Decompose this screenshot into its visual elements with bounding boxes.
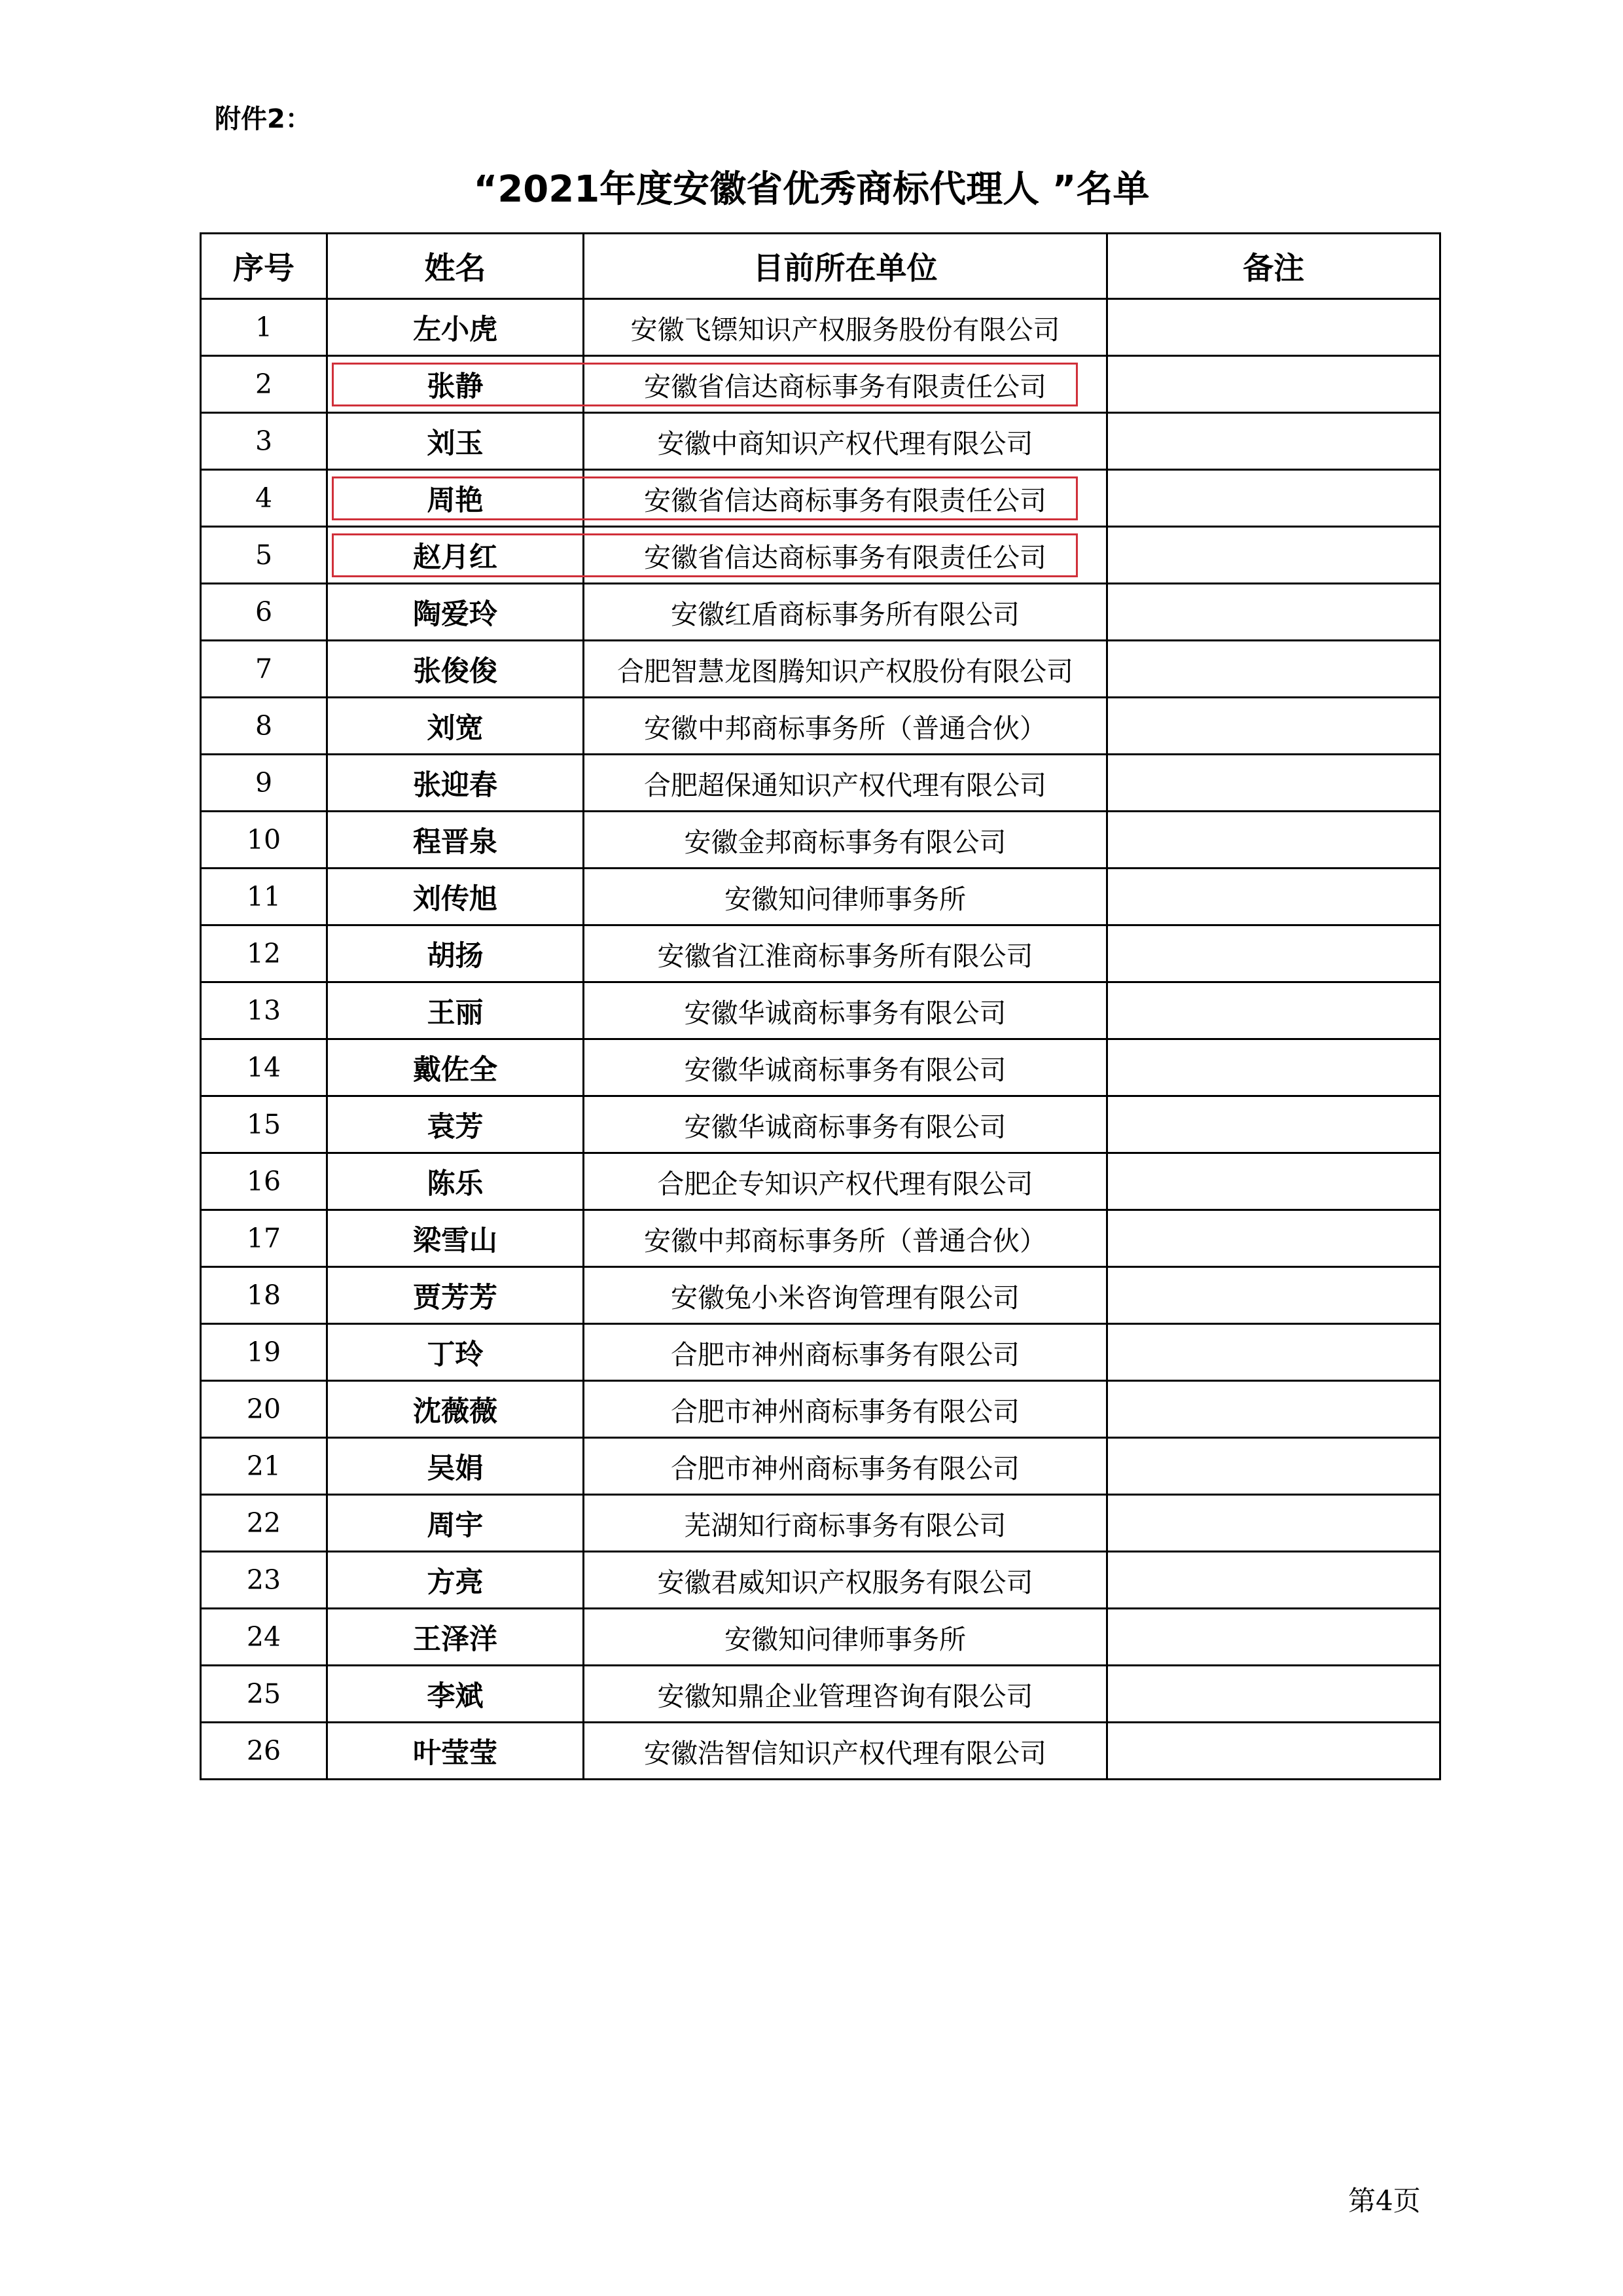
serial-cell: 15 <box>201 1096 327 1153</box>
name-cell: 刘宽 <box>327 698 584 755</box>
unit-cell: 合肥市神州商标事务有限公司 <box>584 1438 1107 1495</box>
table-row <box>201 1723 1440 1780</box>
note-cell <box>1107 1096 1440 1153</box>
unit-cell: 安徽飞镖知识产权服务股份有限公司 <box>584 299 1107 356</box>
note-cell <box>1107 869 1440 925</box>
note-cell <box>1107 413 1440 470</box>
table-row <box>201 1039 1440 1096</box>
serial-cell: 22 <box>201 1495 327 1552</box>
name-cell: 梁雪山 <box>327 1210 584 1267</box>
unit-cell: 合肥市神州商标事务有限公司 <box>584 1381 1107 1438</box>
serial-cell: 14 <box>201 1039 327 1096</box>
table-row <box>201 812 1440 869</box>
table-body <box>201 299 1440 1780</box>
serial-cell: 23 <box>201 1552 327 1609</box>
unit-cell: 安徽君威知识产权服务有限公司 <box>584 1552 1107 1609</box>
table-row <box>201 356 1440 413</box>
table-row <box>201 1552 1440 1609</box>
serial-cell: 24 <box>201 1609 327 1666</box>
serial-cell: 19 <box>201 1324 327 1381</box>
header-unit: 目前所在单位 <box>584 234 1107 299</box>
note-cell <box>1107 1438 1440 1495</box>
page-number: 第4页 <box>1348 2185 1421 2217</box>
unit-cell: 合肥企专知识产权代理有限公司 <box>584 1153 1107 1210</box>
unit-cell: 安徽省信达商标事务有限责任公司 <box>584 527 1107 584</box>
name-cell: 胡扬 <box>327 925 584 982</box>
note-cell <box>1107 1039 1440 1096</box>
unit-cell: 安徽中邦商标事务所（普通合伙） <box>584 1210 1107 1267</box>
table-row <box>201 1438 1440 1495</box>
serial-cell: 26 <box>201 1723 327 1780</box>
note-cell <box>1107 641 1440 698</box>
unit-cell: 安徽省信达商标事务有限责任公司 <box>584 356 1107 413</box>
note-cell <box>1107 1666 1440 1723</box>
note-cell <box>1107 1267 1440 1324</box>
serial-cell: 1 <box>201 299 327 356</box>
note-cell <box>1107 1723 1440 1780</box>
name-cell: 王丽 <box>327 982 584 1039</box>
unit-cell: 合肥智慧龙图腾知识产权股份有限公司 <box>584 641 1107 698</box>
serial-cell: 7 <box>201 641 327 698</box>
serial-cell: 10 <box>201 812 327 869</box>
note-cell <box>1107 1324 1440 1381</box>
note-cell <box>1107 1381 1440 1438</box>
unit-cell: 合肥超保通知识产权代理有限公司 <box>584 755 1107 812</box>
name-cell: 刘传旭 <box>327 869 584 925</box>
name-cell: 贾芳芳 <box>327 1267 584 1324</box>
name-cell: 陶爱玲 <box>327 584 584 641</box>
serial-cell: 17 <box>201 1210 327 1267</box>
name-cell: 方亮 <box>327 1552 584 1609</box>
name-cell: 程晋泉 <box>327 812 584 869</box>
serial-cell: 3 <box>201 413 327 470</box>
unit-cell: 安徽知鼎企业管理咨询有限公司 <box>584 1666 1107 1723</box>
table-row <box>201 470 1440 527</box>
serial-cell: 12 <box>201 925 327 982</box>
table-row <box>201 1495 1440 1552</box>
note-cell <box>1107 812 1440 869</box>
note-cell <box>1107 1153 1440 1210</box>
header-serial: 序号 <box>201 234 327 299</box>
table-header-row <box>201 234 1440 299</box>
unit-cell: 安徽华诚商标事务有限公司 <box>584 1039 1107 1096</box>
serial-cell: 5 <box>201 527 327 584</box>
table-row <box>201 1381 1440 1438</box>
document-title: “2021年度安徽省优秀商标代理人 ”名单 <box>473 168 1150 211</box>
unit-cell: 安徽金邦商标事务有限公司 <box>584 812 1107 869</box>
note-cell <box>1107 1609 1440 1666</box>
serial-cell: 13 <box>201 982 327 1039</box>
name-cell: 周宇 <box>327 1495 584 1552</box>
serial-cell: 25 <box>201 1666 327 1723</box>
table-row <box>201 527 1440 584</box>
name-cell: 张静 <box>327 356 584 413</box>
note-cell <box>1107 1495 1440 1552</box>
serial-cell: 4 <box>201 470 327 527</box>
name-cell: 王泽洋 <box>327 1609 584 1666</box>
header-name: 姓名 <box>327 234 584 299</box>
table-row <box>201 1324 1440 1381</box>
note-cell <box>1107 470 1440 527</box>
table-row <box>201 584 1440 641</box>
table-row <box>201 641 1440 698</box>
serial-cell: 8 <box>201 698 327 755</box>
unit-cell: 安徽中邦商标事务所（普通合伙） <box>584 698 1107 755</box>
unit-cell: 安徽知问律师事务所 <box>584 869 1107 925</box>
note-cell <box>1107 584 1440 641</box>
unit-cell: 芜湖知行商标事务有限公司 <box>584 1495 1107 1552</box>
name-cell: 张迎春 <box>327 755 584 812</box>
note-cell <box>1107 299 1440 356</box>
name-cell: 张俊俊 <box>327 641 584 698</box>
table-row <box>201 982 1440 1039</box>
note-cell <box>1107 982 1440 1039</box>
table-row <box>201 1210 1440 1267</box>
table-row <box>201 1666 1440 1723</box>
name-cell: 周艳 <box>327 470 584 527</box>
attachment-label: 附件2： <box>215 104 312 134</box>
serial-cell: 21 <box>201 1438 327 1495</box>
unit-cell: 合肥市神州商标事务有限公司 <box>584 1324 1107 1381</box>
name-cell: 袁芳 <box>327 1096 584 1153</box>
unit-cell: 安徽浩智信知识产权代理有限公司 <box>584 1723 1107 1780</box>
name-cell: 吴娟 <box>327 1438 584 1495</box>
name-cell: 李斌 <box>327 1666 584 1723</box>
agent-roster-table <box>200 232 1441 1780</box>
note-cell <box>1107 527 1440 584</box>
serial-cell: 16 <box>201 1153 327 1210</box>
table-row <box>201 1153 1440 1210</box>
serial-cell: 18 <box>201 1267 327 1324</box>
name-cell: 戴佐全 <box>327 1039 584 1096</box>
name-cell: 沈薇薇 <box>327 1381 584 1438</box>
table-row <box>201 1609 1440 1666</box>
note-cell <box>1107 356 1440 413</box>
unit-cell: 安徽兔小米咨询管理有限公司 <box>584 1267 1107 1324</box>
table-row <box>201 1267 1440 1324</box>
name-cell: 赵月红 <box>327 527 584 584</box>
unit-cell: 安徽红盾商标事务所有限公司 <box>584 584 1107 641</box>
unit-cell: 安徽中商知识产权代理有限公司 <box>584 413 1107 470</box>
table-row <box>201 755 1440 812</box>
note-cell <box>1107 925 1440 982</box>
table-row <box>201 299 1440 356</box>
name-cell: 叶莹莹 <box>327 1723 584 1780</box>
note-cell <box>1107 755 1440 812</box>
unit-cell: 安徽华诚商标事务有限公司 <box>584 982 1107 1039</box>
unit-cell: 安徽省信达商标事务有限责任公司 <box>584 470 1107 527</box>
name-cell: 左小虎 <box>327 299 584 356</box>
note-cell <box>1107 1210 1440 1267</box>
serial-cell: 2 <box>201 356 327 413</box>
table-row <box>201 413 1440 470</box>
table-row <box>201 698 1440 755</box>
serial-cell: 6 <box>201 584 327 641</box>
header-note: 备注 <box>1107 234 1440 299</box>
serial-cell: 20 <box>201 1381 327 1438</box>
table-row <box>201 925 1440 982</box>
table-row <box>201 1096 1440 1153</box>
serial-cell: 9 <box>201 755 327 812</box>
name-cell: 刘玉 <box>327 413 584 470</box>
serial-cell: 11 <box>201 869 327 925</box>
name-cell: 陈乐 <box>327 1153 584 1210</box>
unit-cell: 安徽省江淮商标事务所有限公司 <box>584 925 1107 982</box>
table-row <box>201 869 1440 925</box>
unit-cell: 安徽华诚商标事务有限公司 <box>584 1096 1107 1153</box>
unit-cell: 安徽知问律师事务所 <box>584 1609 1107 1666</box>
note-cell <box>1107 1552 1440 1609</box>
name-cell: 丁玲 <box>327 1324 584 1381</box>
note-cell <box>1107 698 1440 755</box>
